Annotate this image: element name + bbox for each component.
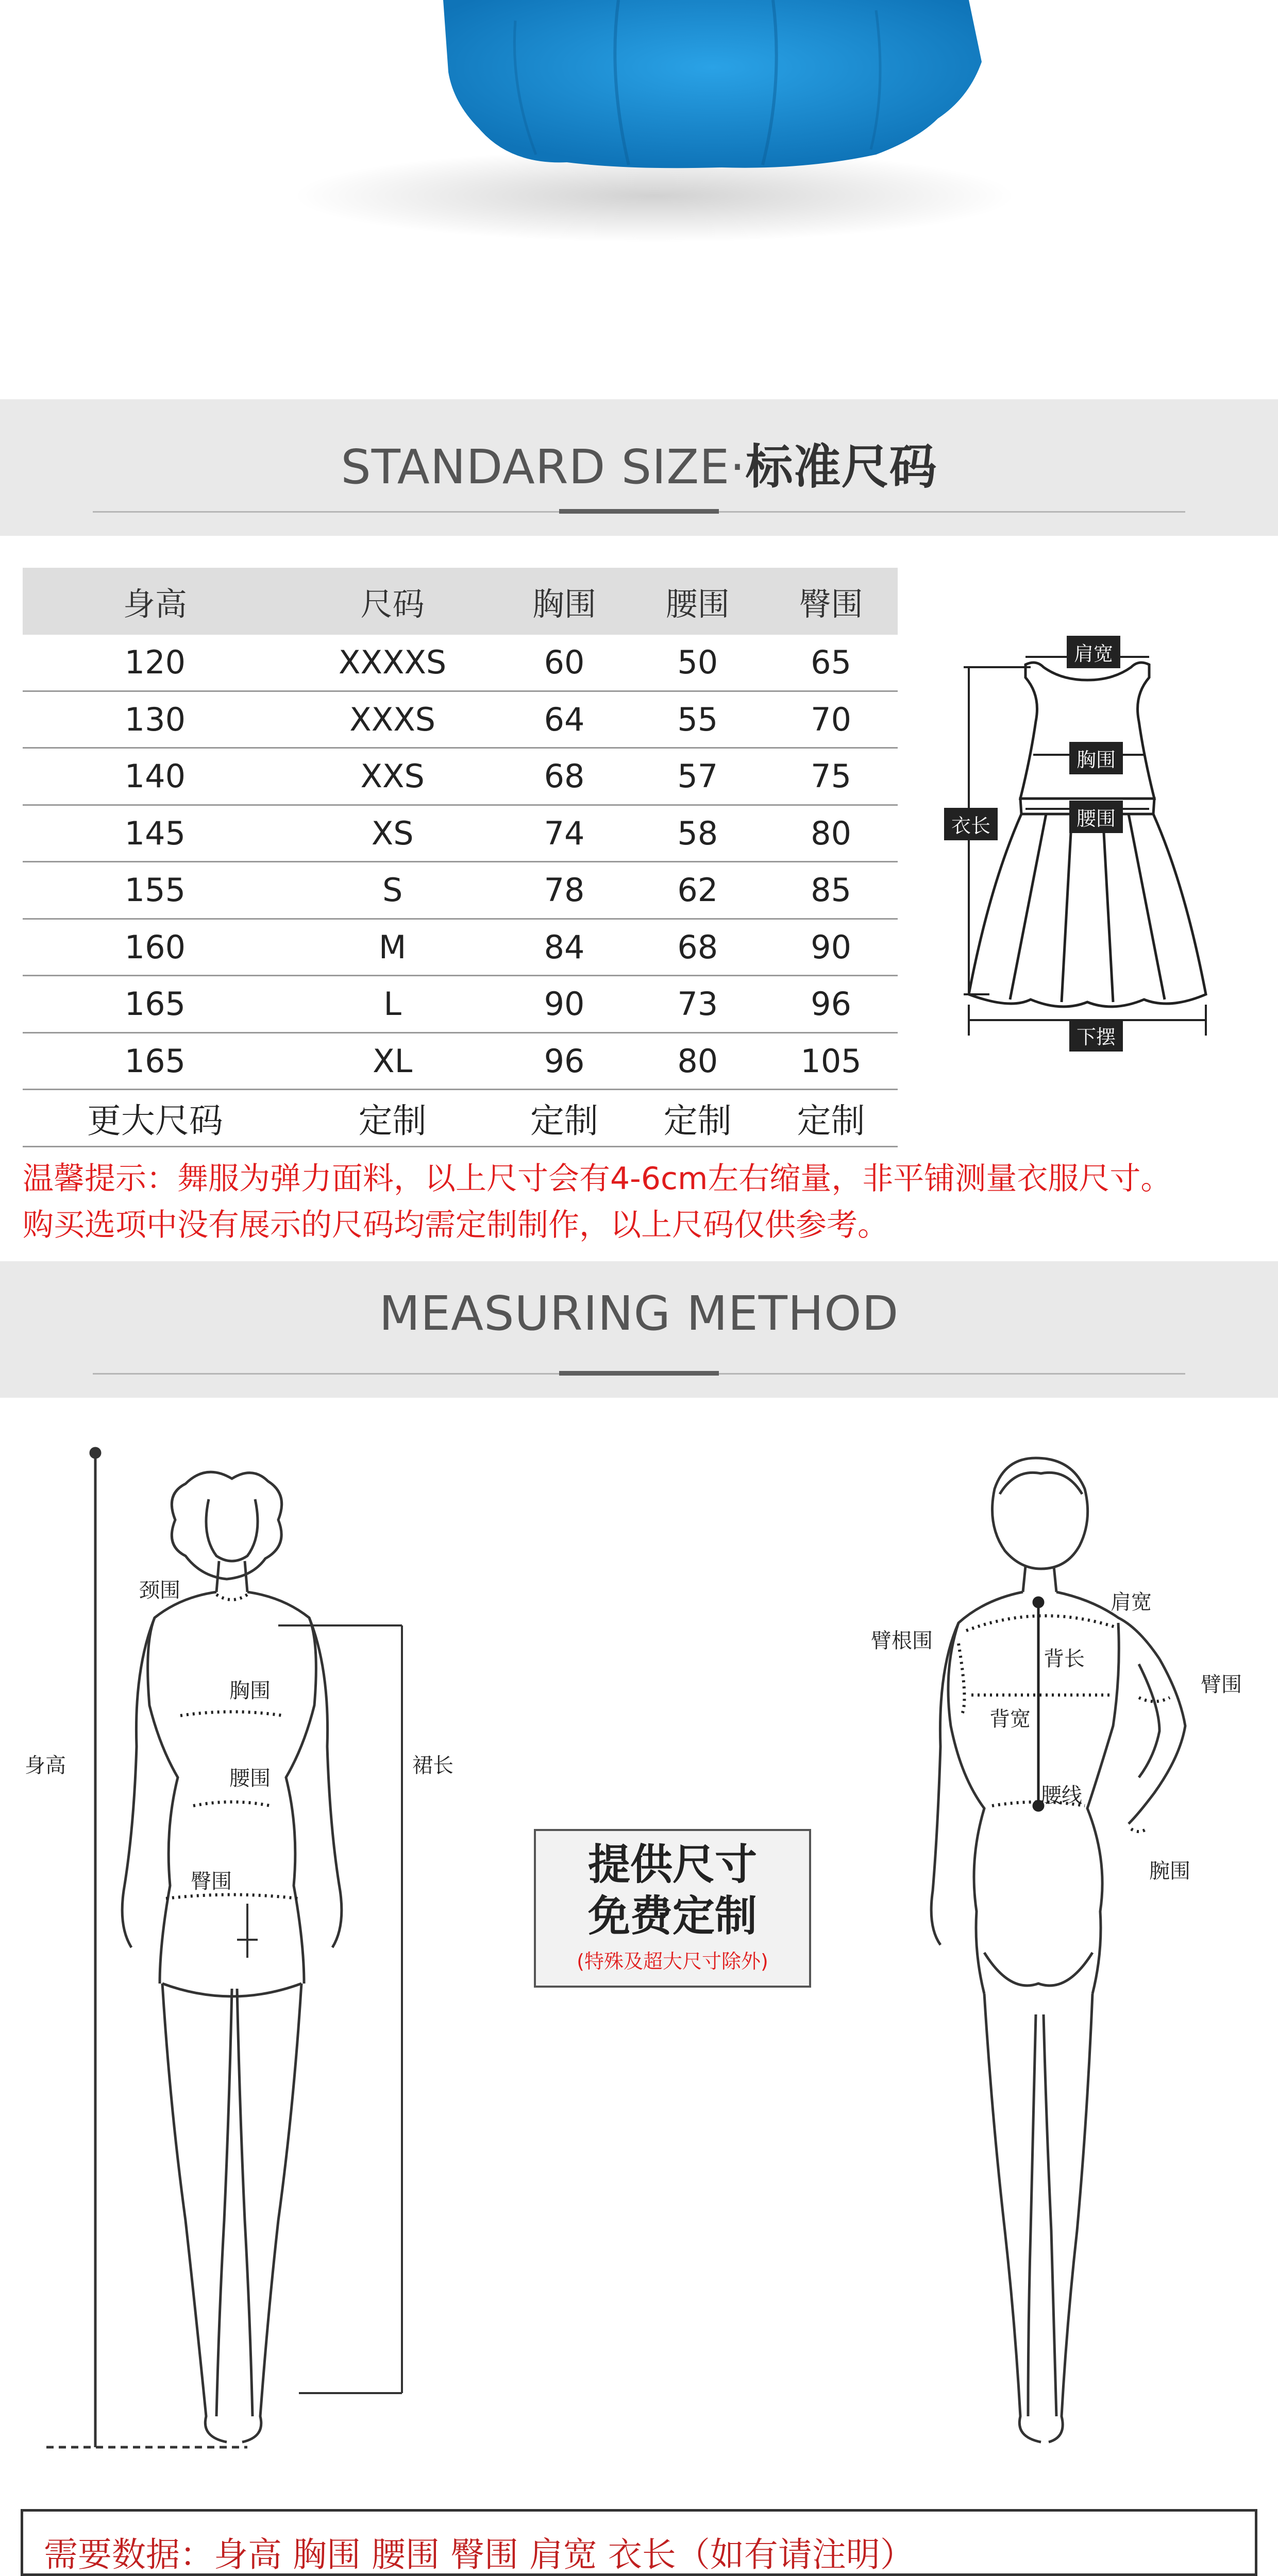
table-row (23, 805, 898, 862)
cell-size: XXS (288, 748, 498, 805)
size-table-header (23, 568, 898, 635)
size-table (23, 568, 898, 1147)
table-row (23, 748, 898, 805)
table-row (23, 862, 898, 919)
cell-waist: 定制 (631, 1090, 764, 1147)
col-size: 尺码 (288, 568, 498, 635)
cell-height: 120 (23, 635, 288, 691)
cell-hip: 定制 (764, 1090, 898, 1147)
cell-size: 定制 (288, 1090, 498, 1147)
table-row (23, 635, 898, 691)
table-row-custom (23, 1090, 898, 1147)
front-body-figure (31, 1437, 495, 2468)
cell-height: 145 (23, 805, 288, 862)
cell-chest: 68 (498, 748, 631, 805)
back-body-figure (850, 1437, 1263, 2468)
cell-hip: 85 (764, 862, 898, 919)
armhole-label: 臂根围 (871, 1629, 933, 1653)
cell-height: 165 (23, 1032, 288, 1090)
table-row (23, 919, 898, 976)
back-shoulder-label: 肩宽 (1111, 1590, 1152, 1614)
cell-height: 160 (23, 919, 288, 976)
front-waist-label: 腰围 (229, 1767, 271, 1790)
cell-hip: 96 (764, 976, 898, 1033)
cell-chest: 60 (498, 635, 631, 691)
measure-section-header (0, 1261, 1278, 1398)
measure-section-title: MEASURING METHOD (379, 1286, 899, 1341)
size-title-en: STANDARD SIZE (341, 439, 730, 495)
wrist-label: 腕围 (1149, 1859, 1190, 1883)
cell-waist: 73 (631, 976, 764, 1033)
cell-size: M (288, 919, 498, 976)
height-label: 身高 (25, 1754, 66, 1777)
cell-hip: 80 (764, 805, 898, 862)
cell-waist: 62 (631, 862, 764, 919)
hem-tag: 下摆 (1069, 1019, 1123, 1052)
upper-arm-label: 臂围 (1201, 1673, 1242, 1697)
free-custom-promo (534, 1829, 811, 1988)
dress-photo (0, 0, 1278, 392)
cell-waist: 80 (631, 1032, 764, 1090)
cell-height: 更大尺码 (23, 1090, 288, 1147)
length-tag: 衣长 (944, 808, 998, 840)
cell-hip: 105 (764, 1032, 898, 1090)
cell-height: 155 (23, 862, 288, 919)
front-hip-label: 臀围 (191, 1870, 232, 1893)
cell-waist: 55 (631, 691, 764, 748)
col-height: 身高 (23, 568, 288, 635)
promo-line-2: 免费定制 (587, 1892, 757, 1941)
cell-hip: 75 (764, 748, 898, 805)
table-row (23, 1032, 898, 1090)
cell-size: XL (288, 1032, 498, 1090)
chest-tag: 胸围 (1069, 742, 1123, 774)
skirt-length-label: 裙长 (412, 1754, 453, 1777)
cell-size: S (288, 862, 498, 919)
divider-accent (559, 509, 719, 514)
required-data-box (21, 2509, 1257, 2576)
front-chest-label: 胸围 (229, 1679, 271, 1703)
cell-height: 165 (23, 976, 288, 1033)
cell-waist: 68 (631, 919, 764, 976)
cell-chest: 74 (498, 805, 631, 862)
size-title-separator: · (730, 439, 746, 495)
cell-chest: 96 (498, 1032, 631, 1090)
notice-line-2: 购买选项中没有展示的尺码均需定制制作，以上尺码仅供参考。 (23, 1207, 888, 1243)
shoulder-tag: 肩宽 (1067, 636, 1120, 668)
waistline-label: 腰线 (1041, 1784, 1082, 1807)
cell-height: 130 (23, 691, 288, 748)
col-waist: 腰围 (631, 568, 764, 635)
table-row (23, 691, 898, 748)
promo-line-1: 提供尺寸 (587, 1840, 757, 1889)
cell-chest: 84 (498, 919, 631, 976)
col-hip: 臀围 (764, 568, 898, 635)
cell-chest: 90 (498, 976, 631, 1033)
cell-chest: 定制 (498, 1090, 631, 1147)
cell-chest: 64 (498, 691, 631, 748)
size-section-header (0, 399, 1278, 536)
notice-line-1: 温馨提示：舞服为弹力面料，以上尺寸会有4-6cm左右缩量，非平铺测量衣服尺寸。 (23, 1161, 1172, 1197)
promo-note: (特殊及超大尺寸除外) (577, 1950, 768, 1973)
col-chest: 胸围 (498, 568, 631, 635)
waist-tag: 腰围 (1069, 801, 1123, 833)
cell-waist: 58 (631, 805, 764, 862)
divider-accent (559, 1371, 719, 1376)
cell-waist: 50 (631, 635, 764, 691)
back-length-label: 背长 (1044, 1647, 1085, 1671)
cell-hip: 65 (764, 635, 898, 691)
cell-waist: 57 (631, 748, 764, 805)
cell-size: XS (288, 805, 498, 862)
cell-size: XXXS (288, 691, 498, 748)
cell-height: 140 (23, 748, 288, 805)
cell-chest: 78 (498, 862, 631, 919)
cell-hip: 90 (764, 919, 898, 976)
required-data-text: 需要数据：身高 胸围 腰围 臀围 肩宽 衣长（如有请注明） (44, 2535, 914, 2574)
size-section-title (0, 429, 1278, 497)
table-row (23, 976, 898, 1033)
cell-size: XXXXS (288, 635, 498, 691)
back-width-label: 背宽 (989, 1707, 1031, 1731)
cell-hip: 70 (764, 691, 898, 748)
size-title-cn: 标准尺码 (745, 439, 937, 495)
neck-label: 颈围 (139, 1579, 180, 1602)
cell-size: L (288, 976, 498, 1033)
